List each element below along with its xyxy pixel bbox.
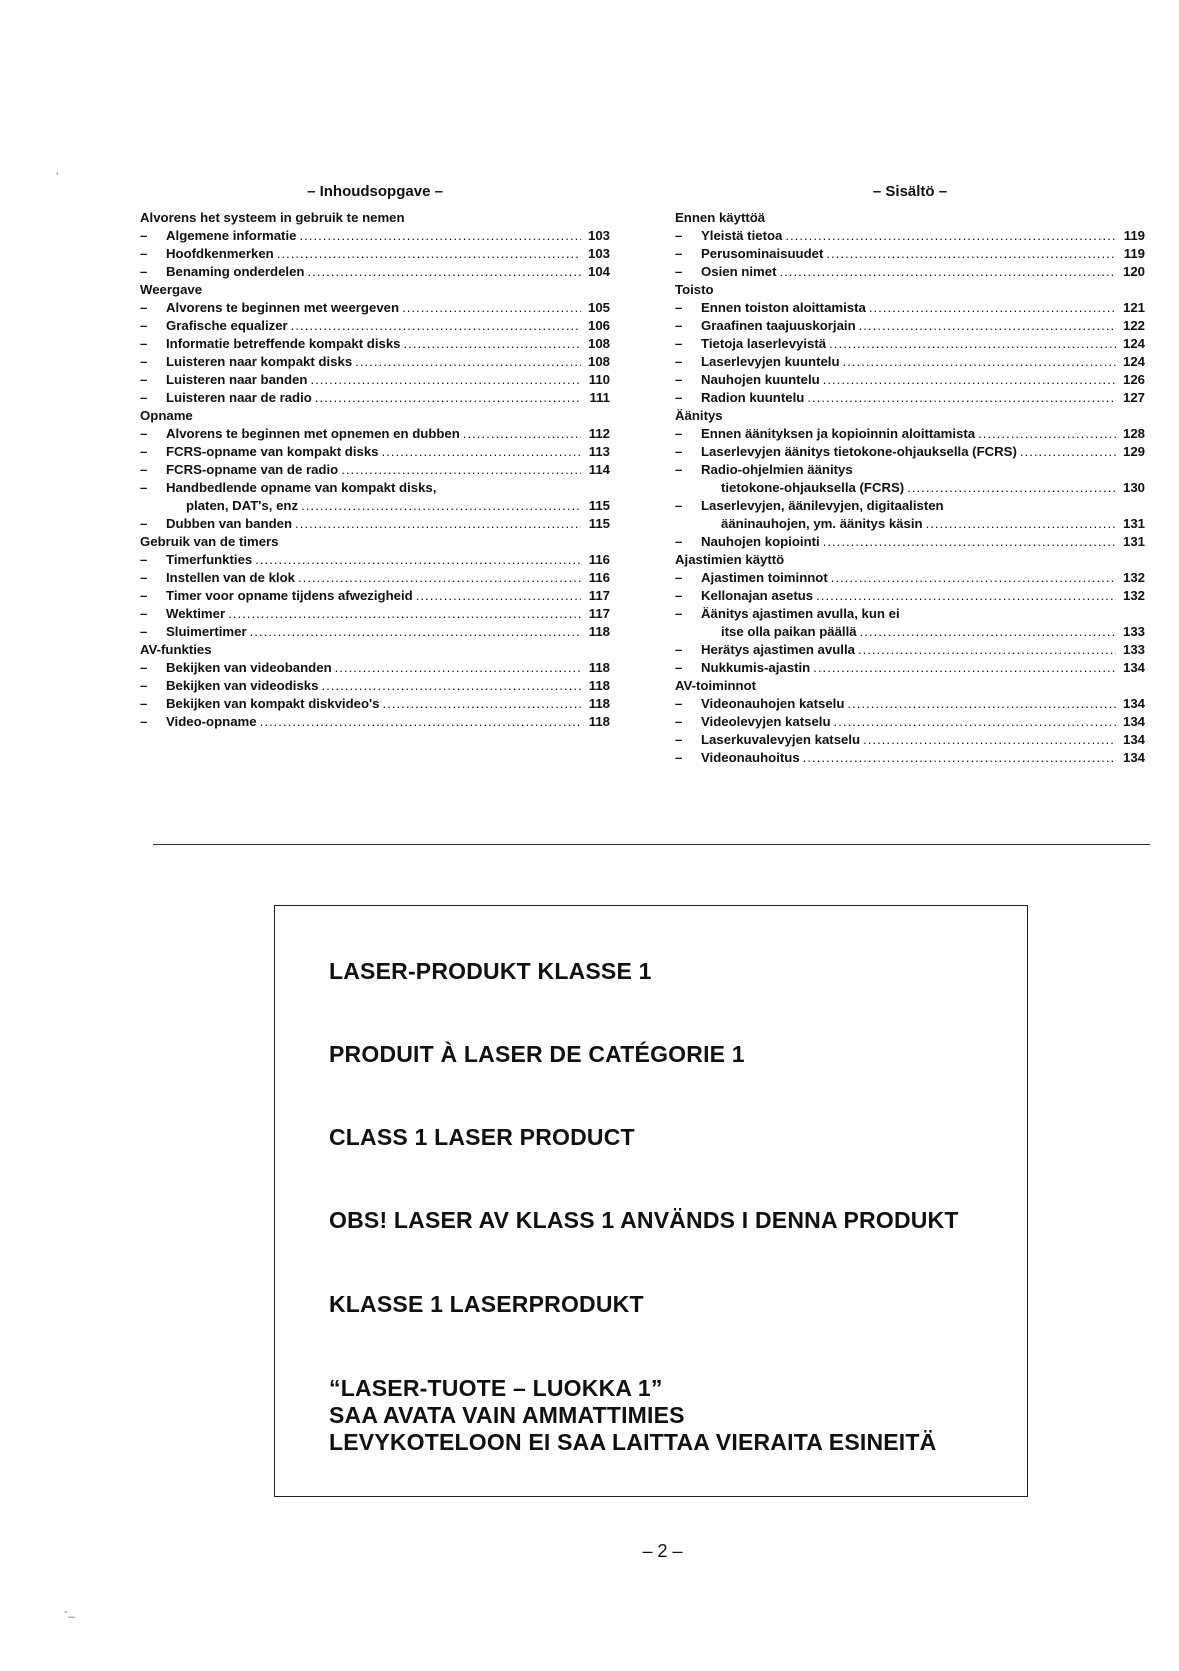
toc-dash: – [675,462,683,477]
toc-leader-dots [834,713,1117,731]
toc-page-number: 112 [588,426,610,441]
toc-page-number: 132 [1122,588,1145,603]
toc-dash: – [140,714,148,729]
toc-page-number: 103 [587,228,610,243]
toc-entry-text: Osien nimet [701,264,777,279]
toc-entry [675,497,1145,515]
toc-page-number: 124 [1122,354,1145,369]
toc-entry-text: Laserlevyjen, äänilevyjen, digitaalisten [701,498,944,513]
toc-entry [675,605,1145,623]
toc-dash: – [675,372,683,387]
toc-leader-dots [869,299,1116,317]
toc-dash: – [675,714,683,729]
toc-entry-text: Herätys ajastimen avulla [701,642,855,657]
toc-entry [675,479,1145,497]
toc-page-number: 133 [1122,642,1145,657]
toc-page-number: 134 [1122,714,1145,729]
toc-page-number: 116 [588,552,610,567]
toc-leader-dots [779,263,1116,281]
page-number: – 2 – [642,1541,683,1561]
toc-page-number: 111 [589,390,610,405]
toc-section-heading: Gebruik van de timers [140,534,279,549]
toc-dash: – [675,750,683,765]
toc-entry-text: platen, DAT's, enz [186,498,299,513]
toc-dash: – [140,552,148,567]
toc-entry [675,245,1145,263]
toc-entry [675,299,1145,317]
toc-entry [675,443,1145,461]
toc-entry-text: Radio-ohjelmien äänitys [701,462,853,477]
toc-finnish [675,181,1145,767]
toc-page-number: 104 [587,264,610,279]
toc-page-number: 133 [1122,624,1145,639]
toc-leader-dots [807,389,1116,407]
toc-entry [675,263,1145,281]
toc-entry [140,245,610,263]
toc-entry [140,515,610,533]
toc-entry [675,227,1145,245]
toc-entry-text: Luisteren naar banden [166,372,308,387]
toc-page-number: 118 [588,714,610,729]
toc-entry-text: Tietoja laserlevyistä [701,336,827,351]
toc-entry-text: Videolevyjen katselu [701,714,831,729]
toc-leader-dots [321,677,581,695]
toc-entry-text: Bekijken van videodisks [166,678,319,693]
toc-dash: – [140,264,148,279]
toc-dash: – [675,570,683,585]
toc-leader-dots [404,335,581,353]
toc-entry [140,659,610,677]
toc-entry [140,299,610,317]
toc-dash: – [140,480,148,495]
toc-entry [140,623,610,641]
laser-notice-finnish-line: LEVYKOTELOON EI SAA LAITTAA VIERAITA ESINEITÄ [329,1429,937,1455]
toc-entry [675,587,1145,605]
toc-leader-dots [341,461,581,479]
toc-dash: – [140,318,148,333]
toc-leader-dots [803,749,1116,767]
toc-entry-text: Sluimertimer [166,624,247,639]
toc-entry [675,533,1145,551]
toc-leader-dots [291,317,581,335]
toc-leader-dots [831,569,1116,587]
toc-entry-text: Luisteren naar de radio [166,390,312,405]
toc-page-number: 129 [1122,444,1145,459]
toc-entry [140,497,610,515]
toc-entry [675,461,1145,479]
toc-entry-text: Dubben van banden [166,516,293,531]
toc-dash: – [675,318,683,333]
toc-page-number: 114 [588,462,610,477]
toc-dash: – [675,660,683,675]
toc-dash: – [675,426,683,441]
toc-section-heading: AV-toiminnot [675,678,757,693]
toc-entry [140,695,610,713]
toc-entry-text: Bekijken van videobanden [166,660,332,675]
toc-dash: – [140,606,148,621]
toc-entry-text: Hoofdkenmerken [166,246,274,261]
toc-entry-text: Informatie betreffende kompakt disks [166,336,401,351]
toc-entry-text: Graafinen taajuuskorjain [701,318,856,333]
toc-leader-dots [310,371,581,389]
toc-dash: – [675,246,683,261]
toc-entry [140,317,610,335]
toc-entry-text: Ennen äänityksen ja kopioinnin aloittamista [701,426,976,441]
margin-mark: ' [56,170,59,184]
toc-dash: – [675,444,683,459]
laser-notice-english: CLASS 1 LASER PRODUCT [329,1124,635,1150]
toc-dash: – [140,372,148,387]
toc-entry [675,425,1145,443]
toc-leader-dots [847,695,1116,713]
toc-entry [675,713,1145,731]
toc-entry [675,731,1145,749]
toc-page-number: 131 [1122,516,1145,531]
toc-entry [140,335,610,353]
toc-page-number: 106 [587,318,610,333]
toc-page-number: 121 [1122,300,1145,315]
toc-page-number: 120 [1122,264,1145,279]
toc-dutch-lines [140,209,610,731]
toc-entry [140,263,610,281]
toc-entry-text: Äänitys ajastimen avulla, kun ei [701,606,900,621]
toc-page-number: 119 [1123,246,1145,261]
toc-page-number: 134 [1122,732,1145,747]
toc-dash: – [675,264,683,279]
toc-entry [675,695,1145,713]
toc-entry-text: Videonauhojen katselu [701,696,845,711]
toc-entry-text: tietokone-ohjauksella (FCRS) [721,480,905,495]
toc-entry-text: ääninauhojen, ym. äänitys käsin [721,516,923,531]
toc-page-number: 117 [588,588,610,603]
toc-entry-text: Ajastimen toiminnot [701,570,828,585]
toc-page-number: 113 [588,444,610,459]
toc-leader-dots [277,245,581,263]
toc-page-number: 132 [1122,570,1145,585]
toc-dash: – [140,246,148,261]
toc-leader-dots [860,623,1116,641]
toc-entry [140,605,610,623]
laser-notice-swedish: OBS! LASER AV KLASS 1 ANVÄNDS I DENNA PRODUKT [329,1207,959,1233]
toc-entry [675,317,1145,335]
toc-entry [140,353,610,371]
toc-page-number: 103 [587,246,610,261]
toc-dash: – [140,678,148,693]
toc-entry [140,371,610,389]
toc-entry-text: Timer voor opname tijdens afwezigheid [166,588,413,603]
toc-dash: – [675,498,683,513]
laser-warning-box [274,905,1028,1497]
toc-leader-dots [463,425,581,443]
toc-page-number: 115 [588,498,610,513]
toc-page-number: 118 [588,696,610,711]
toc-section-heading: Ajastimien käyttö [675,552,785,567]
toc-section-heading: Opname [140,408,193,423]
toc-page-number: 115 [588,516,610,531]
toc-dash: – [675,390,683,405]
toc-dash: – [675,354,683,369]
toc-entry [675,353,1145,371]
toc-page-number: 126 [1122,372,1145,387]
toc-dash: – [675,228,683,243]
toc-entry [140,551,610,569]
toc-dash: – [675,732,683,747]
toc-page-number: 117 [588,606,610,621]
toc-entry-text: Algemene informatie [166,228,297,243]
toc-entry-text: Bekijken van kompakt diskvideo's [166,696,380,711]
toc-entry-text: FCRS-opname van de radio [166,462,339,477]
toc-dash: – [140,228,148,243]
toc-leader-dots [335,659,581,677]
toc-leader-dots [402,299,581,317]
toc-leader-dots [308,263,582,281]
toc-leader-dots [859,317,1116,335]
toc-entry-text: Handbedlende opname van kompakt disks, [166,480,437,495]
toc-section-heading: Ennen käyttöä [675,210,766,225]
toc-dash: – [675,588,683,603]
toc-entry [140,677,610,695]
toc-dash: – [140,462,148,477]
toc-leader-dots [260,713,581,731]
toc-section-heading: Toisto [675,282,714,297]
toc-dash: – [675,696,683,711]
toc-leader-dots [843,353,1116,371]
laser-notice-french: PRODUIT À LASER DE CATÉGORIE 1 [329,1041,745,1067]
toc-leader-dots [383,695,582,713]
margin-mark: -_ [64,1604,75,1618]
toc-page-number: 134 [1122,660,1145,675]
toc-dash: – [140,354,148,369]
toc-section-heading: AV-funkties [140,642,212,657]
toc-leader-dots [926,515,1116,533]
toc-dash: – [140,444,148,459]
toc-finnish-lines [675,209,1145,767]
toc-dash: – [140,300,148,315]
toc-page-number: 131 [1122,534,1145,549]
toc-dutch [140,181,610,731]
toc-page-number: 108 [587,336,610,351]
toc-entry-text: itse olla paikan päällä [721,624,857,639]
toc-leader-dots [863,731,1116,749]
toc-dash: – [140,696,148,711]
toc-entry-text: Laserlevyjen äänitys tietokone-ohjauksella (FCRS) [701,444,1017,459]
toc-entry-text: Instellen van de klok [166,570,295,585]
toc-entry-text: Alvorens te beginnen met weergeven [166,300,400,315]
toc-leader-dots [355,353,581,371]
toc-page-number: 108 [587,354,610,369]
toc-entry-text: Luisteren naar kompakt disks [166,354,353,369]
toc-leader-dots [785,227,1116,245]
toc-entry [675,371,1145,389]
toc-leader-dots [301,497,581,515]
toc-entry-text: Video-opname [166,714,257,729]
toc-page-number: 127 [1122,390,1145,405]
toc-dash: – [140,624,148,639]
toc-dash: – [140,390,148,405]
toc-entry [140,569,610,587]
toc-entry [675,623,1145,641]
toc-entry-text: Timerfunkties [166,552,253,567]
toc-entry-text: Laserlevyjen kuuntelu [701,354,840,369]
toc-page-number: 118 [588,660,610,675]
section-divider [153,844,1150,845]
toc-section-heading: Alvorens het systeem in gebruik te nemen [140,210,405,225]
toc-leader-dots [978,425,1116,443]
toc-entry [140,713,610,731]
toc-leader-dots [298,569,581,587]
toc-entry-text: Benaming onderdelen [166,264,305,279]
toc-entry [140,443,610,461]
toc-leader-dots [250,623,581,641]
toc-page-number: 134 [1122,750,1145,765]
toc-entry-text: Radion kuuntelu [701,390,805,405]
toc-leader-dots [255,551,581,569]
toc-page-number: 118 [588,624,610,639]
toc-dash: – [675,300,683,315]
toc-entry [140,461,610,479]
toc-leader-dots [823,533,1116,551]
toc-leader-dots [858,641,1116,659]
toc-leader-dots [228,605,581,623]
toc-entry [140,227,610,245]
toc-entry-text: Nauhojen kuuntelu [701,372,820,387]
toc-dash: – [675,336,683,351]
toc-entry [675,389,1145,407]
toc-entry-text: Nauhojen kopiointi [701,534,820,549]
toc-entry-text: Kellonajan asetus [701,588,814,603]
toc-dash: – [140,588,148,603]
toc-dash: – [675,534,683,549]
toc-leader-dots [813,659,1116,677]
toc-entry [675,641,1145,659]
toc-page-number: 119 [1123,228,1145,243]
laser-notice-german: LASER-PRODUKT KLASSE 1 [329,958,652,984]
toc-page-number: 130 [1122,480,1145,495]
toc-entry [675,569,1145,587]
toc-entry [675,749,1145,767]
toc-entry-text: Perusominaisuudet [701,246,824,261]
laser-notice-finnish-line: “LASER-TUOTE – LUOKKA 1” [329,1375,663,1401]
toc-leader-dots [907,479,1116,497]
toc-entry-text: FCRS-opname van kompakt disks [166,444,379,459]
toc-entry-text: Grafische equalizer [166,318,288,333]
toc-dash: – [140,516,148,531]
toc-leader-dots [823,371,1116,389]
toc-entry [675,659,1145,677]
toc-entry [140,587,610,605]
toc-entry-text: Yleistä tietoa [701,228,783,243]
toc-dash: – [675,642,683,657]
toc-dash: – [675,606,683,621]
toc-entry-text: Wektimer [166,606,226,621]
toc-entry-text: Videonauhoitus [701,750,800,765]
toc-leader-dots [299,227,581,245]
toc-leader-dots [416,587,581,605]
toc-page-number: 122 [1122,318,1145,333]
toc-entry [675,515,1145,533]
toc-leader-dots [295,515,581,533]
laser-notice-finnish [329,1375,936,1456]
toc-leader-dots [1020,443,1116,461]
laser-notice-danish: KLASSE 1 LASERPRODUKT [329,1291,644,1317]
toc-entry-text: Nukkumis-ajastin [701,660,811,675]
toc-entry-text: Alvorens te beginnen met opnemen en dubben [166,426,460,441]
toc-entry [140,479,610,497]
laser-notice-finnish-line: SAA AVATA VAIN AMMATTIMIES [329,1402,685,1428]
toc-leader-dots [829,335,1116,353]
toc-dash: – [140,570,148,585]
toc-dash: – [140,660,148,675]
toc-entry-text: Laserkuvalevyjen katselu [701,732,861,747]
toc-entry [140,389,610,407]
toc-leader-dots [816,587,1116,605]
toc-section-heading: Weergave [140,282,203,297]
toc-page-number: 118 [588,678,610,693]
toc-leader-dots [826,245,1116,263]
toc-section-heading: Äänitys [675,408,723,423]
toc-dutch-title: – Inhoudsopgave – [307,183,443,200]
toc-entry [140,425,610,443]
toc-page-number: 124 [1122,336,1145,351]
toc-entry-text: Ennen toiston aloittamista [701,300,866,315]
toc-page-number: 110 [588,372,610,387]
toc-entry [675,335,1145,353]
toc-leader-dots [315,389,581,407]
toc-page-number: 134 [1122,696,1145,711]
toc-page-number: 105 [587,300,610,315]
toc-dash: – [140,426,148,441]
toc-finnish-title: – Sisältö – [872,183,948,200]
toc-leader-dots [382,443,581,461]
toc-page-number: 128 [1122,426,1145,441]
toc-dash: – [140,336,148,351]
toc-page-number: 116 [588,570,610,585]
